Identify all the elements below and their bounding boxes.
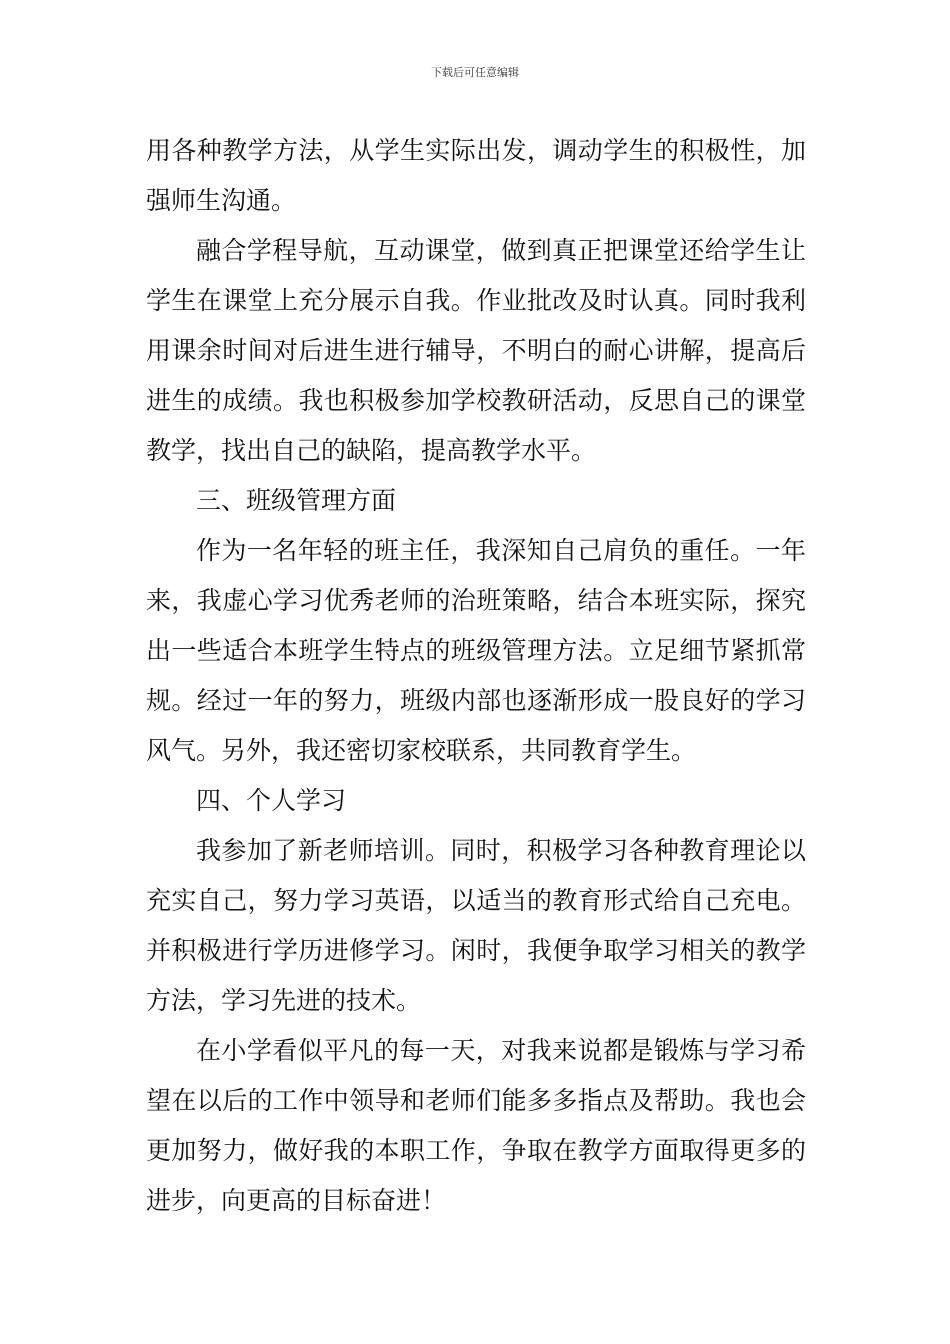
- paragraph-personal-learning: 我参加了新老师培训。同时，积极学习各种教育理论以充实自己，努力学习英语，以适当的教育形式给自己充电。并积极进行学历进修学习。闲时，我便争取学习相关的教学方法，学习先进的技术。: [146, 836, 806, 1015]
- section-heading-personal-learning: 四、个人学习: [196, 786, 347, 815]
- paragraph-teaching: 融合学程导航，互动课堂，做到真正把课堂还给学生让学生在课堂上充分展示自我。作业批改及时认真。同时我利用课余时间对后进生进行辅导，不明白的耐心讲解，提高后进生的成绩。我也积极参加学校教研活动，反思自己的课堂教学，找出自己的缺陷，提高教学水平。: [146, 236, 806, 465]
- paragraph-class-management: 作为一名年轻的班主任，我深知自己肩负的重任。一年来，我虚心学习优秀老师的治班策略，结合本班实际，探究出一些适合本班学生特点的班级管理方法。立足细节紧抓常规。经过一年的努力，班级内部也逐渐形成一股良好的学习风气。另外，我还密切家校联系，共同教育学生。: [146, 536, 806, 765]
- paragraph-conclusion: 在小学看似平凡的每一天，对我来说都是锻炼与学习希望在以后的工作中领导和老师们能多多指点及帮助。我也会更加努力，做好我的本职工作，争取在教学方面取得更多的进步，向更高的目标奋进！: [146, 1036, 806, 1215]
- document-body: [146, 126, 806, 1226]
- section-heading-class-management: 三、班级管理方面: [196, 486, 397, 515]
- paragraph-continued: 用各种教学方法，从学生实际出发，调动学生的积极性，加强师生沟通。: [146, 136, 806, 215]
- page-header: 下载后可任意编辑: [431, 66, 519, 79]
